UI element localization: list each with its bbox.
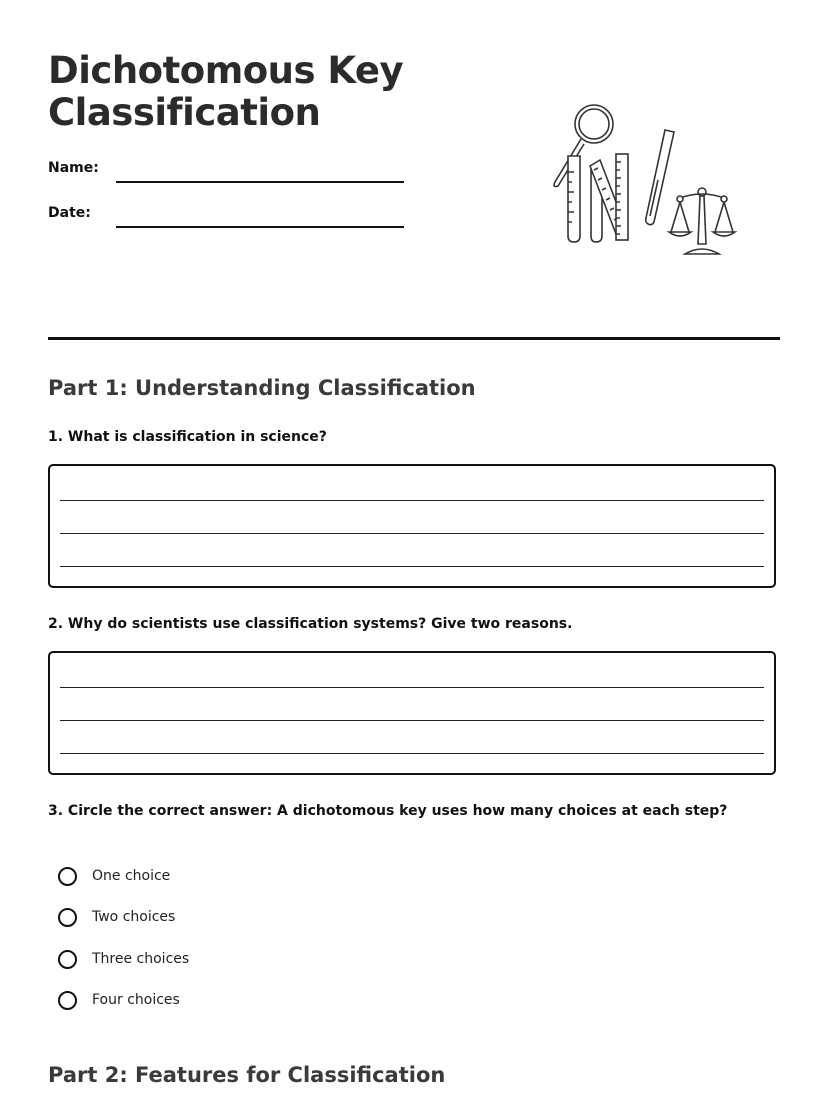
pipette-icon <box>646 130 674 225</box>
radio-circle[interactable] <box>58 867 77 886</box>
part2-heading: Part 2: Features for Classification <box>48 1063 446 1087</box>
answer-line <box>60 500 764 501</box>
title-line-2: Classification <box>48 91 321 134</box>
date-field[interactable] <box>116 226 404 228</box>
option-label: Two choices <box>92 909 176 925</box>
radio-circle[interactable] <box>58 991 77 1010</box>
answer-line <box>60 753 764 754</box>
radio-circle[interactable] <box>58 908 77 927</box>
option-label: Four choices <box>92 992 180 1008</box>
question-2: 2. Why do scientists use classification systems? Give two reasons. <box>48 616 573 632</box>
option-label: Three choices <box>92 951 190 967</box>
science-tools-illustration <box>540 96 740 266</box>
question-1: 1. What is classification in science? <box>48 429 327 445</box>
option-label: One choice <box>92 868 171 884</box>
option-three-choices[interactable] <box>58 947 189 971</box>
page-title <box>48 50 468 134</box>
option-one-choice[interactable] <box>58 864 170 888</box>
answer-line <box>60 720 764 721</box>
name-field[interactable] <box>116 181 404 183</box>
answer-line <box>60 687 764 688</box>
answer-line <box>60 533 764 534</box>
answer-box-2[interactable] <box>48 651 776 775</box>
date-label: Date: <box>48 205 91 221</box>
part1-heading: Part 1: Understanding Classification <box>48 376 476 400</box>
title-line-1: Dichotomous Key <box>48 49 404 92</box>
name-label: Name: <box>48 160 99 176</box>
answer-box-1[interactable] <box>48 464 776 588</box>
radio-circle[interactable] <box>58 950 77 969</box>
option-two-choices[interactable] <box>58 905 175 929</box>
answer-line <box>60 566 764 567</box>
balance-scale-icon <box>669 188 735 254</box>
question-3: 3. Circle the correct answer: A dichotomous key uses how many choices at each step? <box>48 803 728 819</box>
section-divider <box>48 337 780 340</box>
option-four-choices[interactable] <box>58 988 180 1012</box>
